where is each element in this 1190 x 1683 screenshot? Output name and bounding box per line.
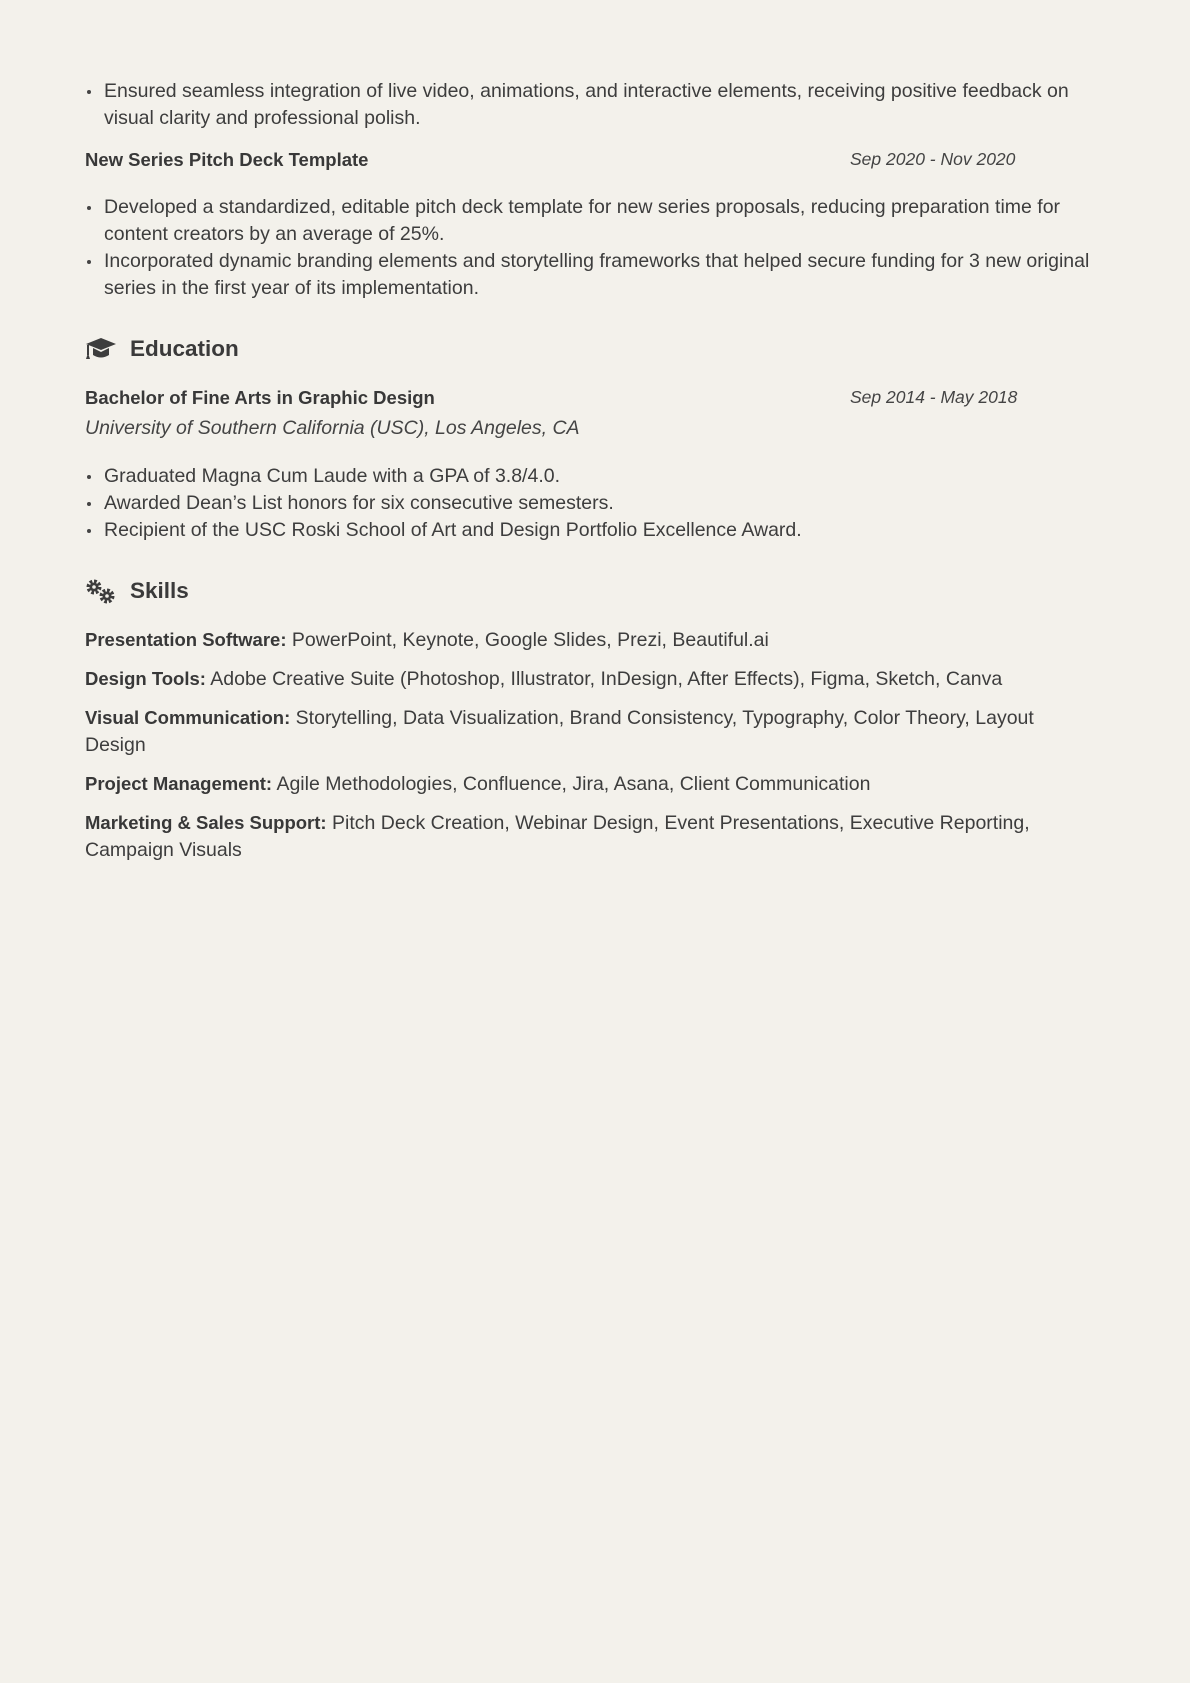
list-item: Incorporated dynamic branding elements and storytelling frameworks that helped secure funding for 3 new original series in the first year of its implementation. bbox=[104, 248, 1090, 302]
skill-label: Design Tools: bbox=[85, 668, 206, 689]
pitch-entry-bullets bbox=[85, 194, 1090, 302]
section-title: Skills bbox=[130, 578, 189, 603]
skill-label: Visual Communication: bbox=[85, 707, 291, 728]
education-section-header bbox=[85, 332, 1090, 366]
skills-section-header bbox=[85, 574, 1090, 608]
previous-entry-bullets bbox=[85, 78, 1090, 132]
skill-row bbox=[85, 704, 1090, 759]
skill-label: Marketing & Sales Support: bbox=[85, 812, 327, 833]
pitch-entry-header bbox=[85, 146, 1090, 173]
gears-icon bbox=[85, 578, 117, 604]
entry-title: New Series Pitch Deck Template bbox=[85, 149, 369, 170]
resume-page bbox=[85, 78, 1090, 875]
school-name: University of Southern California (USC), Los Angeles, CA bbox=[85, 417, 580, 439]
skill-row bbox=[85, 770, 1090, 798]
skill-label: Presentation Software: bbox=[85, 629, 287, 650]
skill-value: Storytelling, Data Visualization, Brand Consistency, Typography, Color Theory, Layout Design bbox=[85, 707, 1034, 756]
section-title: Education bbox=[130, 336, 239, 361]
skill-row bbox=[85, 665, 1090, 693]
list-item: Ensured seamless integration of live video, animations, and interactive elements, receiving positive feedback on visual clarity and professional polish. bbox=[104, 78, 1090, 132]
list-item: Recipient of the USC Roski School of Art and Design Portfolio Excellence Award. bbox=[104, 517, 1090, 544]
skill-label: Project Management: bbox=[85, 773, 273, 794]
skill-value: PowerPoint, Keynote, Google Slides, Prezi, Beautiful.ai bbox=[291, 629, 769, 651]
education-bullets bbox=[85, 463, 1090, 544]
degree-title: Bachelor of Fine Arts in Graphic Design bbox=[85, 387, 435, 408]
graduation-cap-icon bbox=[85, 336, 117, 362]
skill-row bbox=[85, 809, 1090, 864]
entry-date: Sep 2020 - Nov 2020 bbox=[850, 149, 1016, 169]
skill-row bbox=[85, 626, 1090, 654]
list-item: Awarded Dean’s List honors for six consecutive semesters. bbox=[104, 490, 1090, 517]
entry-date: Sep 2014 - May 2018 bbox=[850, 387, 1018, 407]
education-entry-header bbox=[85, 384, 1090, 411]
skill-value: Pitch Deck Creation, Webinar Design, Event Presentations, Executive Reporting, Campaign Visuals bbox=[85, 812, 1030, 861]
skill-value: Agile Methodologies, Confluence, Jira, Asana, Client Communication bbox=[276, 773, 871, 795]
skill-value: Adobe Creative Suite (Photoshop, Illustrator, InDesign, After Effects), Figma, Sketch, Canva bbox=[210, 668, 1003, 690]
skills-list bbox=[85, 626, 1090, 864]
list-item: Developed a standardized, editable pitch deck template for new series proposals, reducing preparation time for content creators by an average of 25%. bbox=[104, 194, 1090, 248]
list-item: Graduated Magna Cum Laude with a GPA of 3.8/4.0. bbox=[104, 463, 1090, 490]
